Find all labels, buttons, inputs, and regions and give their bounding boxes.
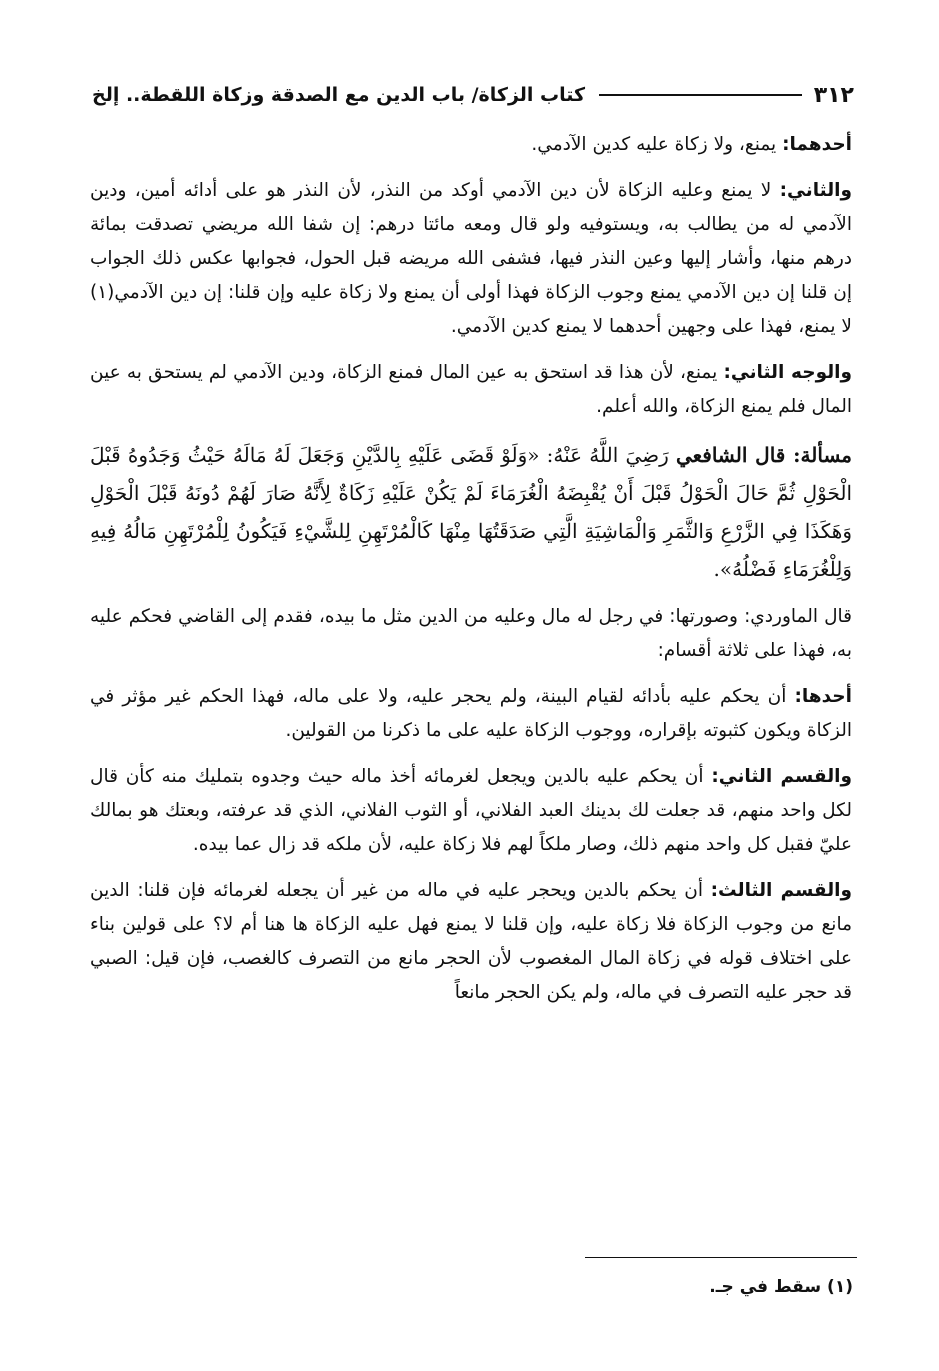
paragraph (90, 874, 852, 1010)
paragraph-lead: أحدهما: (782, 134, 852, 155)
running-header (92, 78, 854, 112)
quoted-paragraph (90, 436, 852, 588)
paragraph (90, 760, 852, 862)
paragraph-text: لا يمنع وعليه الزكاة لأن دين الآدمي أوكد من النذر، لأن النذر هو على أدائه أمين، ودين الآدمي له من يطالب به، ويستوفيه ولو قال ومعه مائتا درهم: إن شفا الله مريضي تصدقت بمائة درهم منها، وأشار إليها وعين النذر فيها، فشفى الله مريضه قبل الحول، فجوابها عكس ذلك الجواب إن قلنا إن دين الآدمي يمنع وجوب الزكاة فهذا أولى أن يمنع ولا زكاة عليه وإن قلنا: إن دين الآدمي(١) لا يمنع، فهذا على وجهين أحدهما لا يمنع كدين الآدمي. (90, 180, 852, 337)
paragraph-lead: والقسم الثاني: (711, 766, 852, 787)
paragraph-lead: والوجه الثاني: (723, 362, 852, 383)
footnote-rule (585, 1257, 857, 1258)
paragraph-lead: والثاني: (779, 180, 852, 201)
paragraph (90, 174, 852, 344)
paragraph-lead: أحدها: (794, 686, 852, 707)
paragraph-text: رَضِيَ اللَّهُ عَنْهُ: «وَلَوْ قَضَى عَلَيْهِ بِالدَّيْنِ وَجَعَلَ لَهُ مَالَهُ حَيْثُ وَجَدُوهُ قَبْلَ الْحَوْلِ ثُمَّ حَالَ الْحَوْلُ قَبْلَ أَنْ يُقْبِضَهُ الْغُرَمَاءَ لَمْ يَكُنْ عَلَيْهِ زَكَاةٌ لِأَنَّهُ صَارَ لَهُمْ دُونَهُ قَبْلَ الْحَوْلِ وَهَكَذَا فِي الزَّرْعِ وَالثَّمَرِ وَالْمَاشِيَةِ الَّتِي صَدَقَتُهَا مِنْهَا كَالْمُرْتَهِنِ لِلشَّيْءِ فَيَكُونُ لِلْمُرْتَهِنِ مَالُهُ فِيهِ وَلِلْغُرَمَاءِ فَضْلُهُ». (90, 443, 852, 581)
paragraph (90, 356, 852, 424)
paragraph (90, 128, 852, 162)
paragraph (90, 600, 852, 668)
chapter-title: كتاب الزكاة/ باب الدين مع الصدقة وزكاة اللقطة.. إلخ (92, 84, 586, 106)
paragraph-lead: والقسم الثالث: (710, 880, 853, 901)
paragraph-text: يمنع، ولا زكاة عليه كدين الآدمي. (531, 134, 783, 155)
paragraph-text: أن يحكم عليه بالدين ويجعل لغرمائه أخذ ماله حيث وجدوه بتمليك منه كأن قال لكل واحد منهم، قد جعلت لك بدينك العبد الفلاني، أو الثوب الفلاني، الذي قد عرفته، وبعتك هو بمالك عليّ فقبل كل واحد منهم ذلك، وصار ملكاً لهم فلا زكاة عليه، لأن ملكه قد زال عما بيده. (90, 766, 852, 855)
page-number: ٣١٢ (813, 82, 854, 108)
body-text (90, 128, 852, 1022)
paragraph-lead: مسألة: قال الشافعي (675, 443, 852, 467)
paragraph (90, 680, 852, 748)
footnote: (١) سقط في جـ. (709, 1277, 853, 1297)
paragraph-text: أن يحكم بالدين ويحجر عليه في ماله من غير أن يجعله لغرمائه فإن قلنا: الدين مانع من وجوب الزكاة فلا زكاة عليه، وإن قلنا لا يمنع فهل عليه الزكاة ها هنا أم لا؟ على قولين بناء على اختلاف قوله في زكاة المال المغصوب لأن الحجر مانع من التصرف كالغصب، فإن قيل: الصبي قد حجر عليه التصرف في ماله، ولم يكن الحجر مانعاً (90, 880, 852, 1003)
paragraph-text: أن يحكم عليه بأدائه لقيام البينة، ولم يحجر عليه، ولا على ماله، فهذا الحكم غير مؤثر في الزكاة ويكون كثبوته بإقراره، ووجوب الزكاة عليه على ما ذكرنا من القولين. (90, 686, 852, 741)
paragraph-text: يمنع، لأن هذا قد استحق به عين المال فمنع الزكاة، ودين الآدمي لم يستحق به عين المال فلم يمنع الزكاة، والله أعلم. (90, 362, 852, 417)
paragraph-text: قال الماوردي: وصورتها: في رجل له مال وعليه من الدين مثل ما بيده، فقدم إلى القاضي فحكم عليه به، فهذا على ثلاثة أقسام: (90, 606, 852, 661)
header-rule (599, 94, 802, 96)
